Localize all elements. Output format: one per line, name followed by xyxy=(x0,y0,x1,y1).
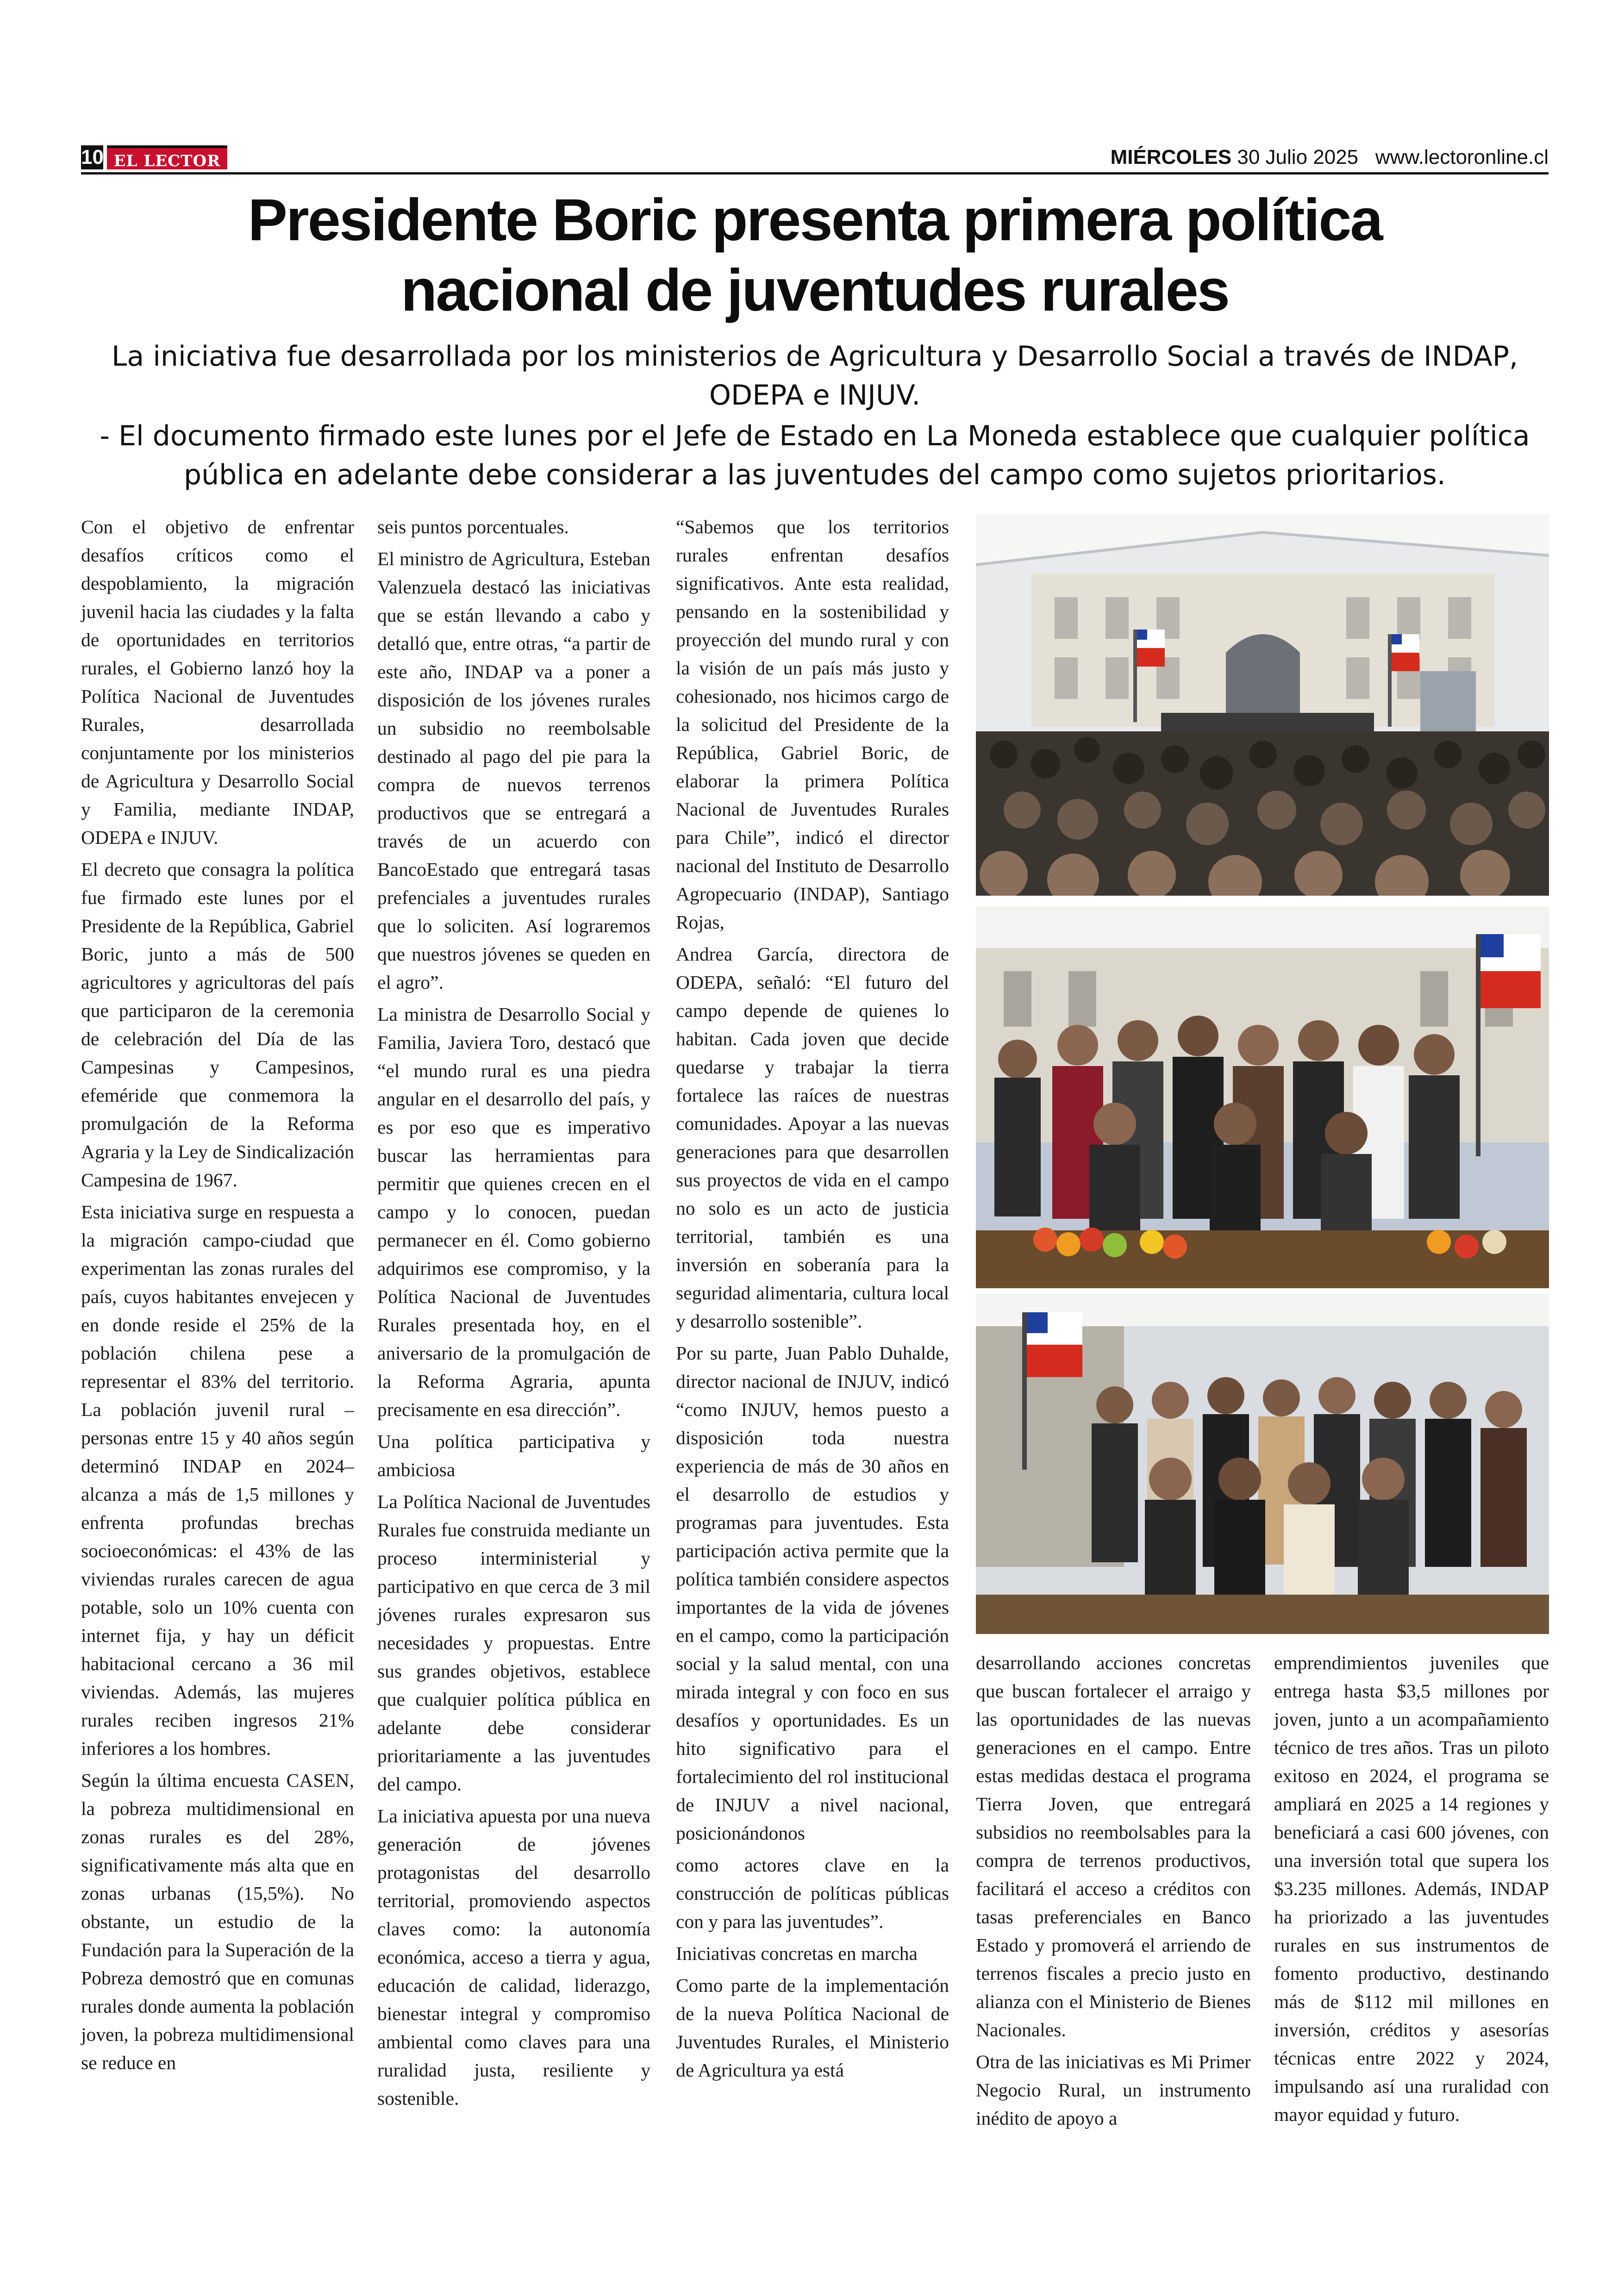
paragraph: emprendimientos juveniles que entrega hasta $3,5 millones por joven, junto a un acompañamiento técnico de tres años. Tras un piloto exitoso en 2024, el programa se ampliará en 2025 a 14 regiones y beneficiará a casi 600 jóvenes, con una inversión total que supera los $3.235 millones. Además, INDAP ha priorizado a las juventudes rurales en sus instrumentos de fomento productivo, destinando más de $112 mil millones en inversión, créditos y asesorías técnicas entre 2022 y 2024, impulsando así una ruralidad con mayor equidad y futuro. xyxy=(1274,1652,1549,2125)
paragraph: “Sabemos que los territorios rurales enfrentan desafíos significativos. Ante esta realidad, pensando en la sostenibilidad y proyección del mundo rural y con la visión de un país más justo y cohesionado, nos hicimos cargo de la solicitud del Presidente de la República, Gabriel Boric, de elaborar la primera Política Nacional de Juventudes Rurales para Chile”, indicó el director nacional del Instituto de Desarrollo Agropecuario (INDAP), Santiago Rojas, xyxy=(676,516,949,933)
paragraph: La iniciativa apuesta por una nueva generación de jóvenes protagonistas del desarrollo territorial, promoviendo aspectos claves como: la autonomía económica, acceso a tierra y agua, educación de calidad, liderazgo, bienestar integral y compromiso ambiental como claves para una ruralidad justa, resiliente y sostenible. xyxy=(377,1805,650,2109)
article-headline xyxy=(81,185,1549,326)
headline-line-2: nacional de juventudes rurales xyxy=(401,257,1229,324)
paragraph: seis puntos porcentuales. xyxy=(377,516,569,537)
headline-line-1: Presidente Boric presenta primera política xyxy=(248,187,1382,253)
paragraph: Según la última encuesta CASEN, la pobreza multidimensional en zonas rurales es del 28%, significativamente más alta que en zonas urbanas (15,5%). No obstante, un estudio de la Fundación para la Superación de la Pobreza demostró que en comunas rurales donde aumenta la población joven, la pobreza multidimensional se reduce en xyxy=(81,1770,354,2073)
paragraph: como actores clave en la construcción de políticas públicas con y para las juventudes”. xyxy=(676,1854,949,1932)
dateline xyxy=(1111,143,1549,171)
article-deck-1: La iniciativa fue desarrollada por los ministerios de Agricultura y Desarrollo Social a través de INDAP, ODEPA e INJUV. xyxy=(111,340,1518,412)
photo-ceremony xyxy=(976,514,1549,896)
article-column-2 xyxy=(377,513,650,2116)
paragraph: La ministra de Desarrollo Social y Familia, Javiera Toro, destacó que “el mundo rural es una piedra angular en el desarrollo del país, y es por eso que es imperativo buscar las herramientas para permitir que quienes crecen en el campo y lo conocen, puedan permanecer en él. Como gobierno adquirimos ese compromiso, y la Política Nacional de Juventudes Rurales presentada hoy, en el aniversario de la promulgación de la Reforma Agraria, apunta precisamente en esa dirección”. xyxy=(377,1004,650,1420)
article-column-5 xyxy=(1274,1649,1549,2133)
article-column-1 xyxy=(81,513,354,2081)
dateline-day: MIÉRCOLES xyxy=(1110,146,1232,168)
article-column-3 xyxy=(676,513,949,2088)
paragraph: El decreto que consagra la política fue firmado este lunes por el Presidente de la República, Gabriel Boric, junto a más de 500 agricultores y agricultoras del país que participaron de la ceremonia de celebración del Día de las Campesinas y Campesinos, efeméride que conmemora la promulgación de la Reforma Agraria y la Ley de Sindicalización Campesina de 1967. xyxy=(81,859,354,1191)
article-column-4 xyxy=(976,1649,1251,2136)
header-rule xyxy=(81,172,1549,175)
page-number: 10 xyxy=(81,146,104,168)
dateline-date: 30 Julio 2025 xyxy=(1237,146,1359,168)
article-deck-2: - El documento firmado este lunes por el Jefe de Estado en La Moneda establece que cualquier política pública en adelante debe considerar a las juventudes del campo como sujetos prioritarios. xyxy=(100,420,1530,491)
paragraph: Esta iniciativa surge en respuesta a la migración campo-ciudad que experimentan las zonas rurales del país, cuyos habitantes envejecen y en donde reside el 25% de la población chilena pese a representar el 83% del territorio. La población juvenil rural –personas entre 15 y 40 años según determinó INDAP en 2024– alcanza a más de 1,5 millones y enfrenta profundas brechas socioeconómicas: el 43% de las viviendas rurales carecen de agua potable, solo un 10% cuenta con internet fija, y hay un déficit habitacional cercano a 36 mil viviendas. Además, las mujeres rurales reciben ingresos 21% inferiores a los hombres. xyxy=(81,1201,354,1759)
paragraph: Por su parte, Juan Pablo Duhalde, director nacional de INJUV, indicó “como INJUV, hemos puesto a disposición toda nuestra experiencia de más de 30 años en el desarrollo de estudios y programas para juventudes. Esta participación activa permite que la política también considere aspectos importantes de la vida de jóvenes en el campo, como la participación social y la salud mental, con una mirada integral y con foco en sus desafíos y oportunidades. Es un hito significativo para el fortalecimiento del rol institucional de INJUV a nivel nacional, posicionándonos xyxy=(676,1342,949,1844)
paragraph: Andrea García, directora de ODEPA, señaló: “El futuro del campo depende de quienes lo habitan. Cada joven que decide quedarse y trabajar la tierra fortalece las raíces de nuestras comunidades. Apoyar a las nuevas generaciones para que desarrollen sus proyectos de vida en el campo no solo es un acto de justicia territorial, también es una inversión en soberanía para la seguridad alimentaria, cultura local y desarrollo sostenible”. xyxy=(676,943,949,1332)
masthead xyxy=(81,143,1549,171)
paragraph: desarrollando acciones concretas que buscan fortalecer el arraigo y las oportunidades de las nuevas generaciones en el campo. Entre estas medidas destaca el programa Tierra Joven, que entregará subsidios no reembolsables para la compra de terrenos productivos, facilitará el acceso a créditos con tasas preferenciales en Banco Estado y promoverá el arriendo de terrenos fiscales a precio justo en alianza con el Ministerio de Bienes Nacionales. xyxy=(976,1652,1251,2040)
paragraph: El ministro de Agricultura, Esteban Valenzuela destacó las iniciativas que se están llevando a cabo y detalló que, entre otras, “a partir de este año, INDAP va a poner a disposición de los jóvenes rurales un subsidio no reembolsable destinado al pago del pie para la compra de nuevos terrenos productivos que se entregará a través de un acuerdo con BancoEstado que entregará tasas prefenciales a juventudes rurales que lo soliciten. Así lograremos que nuestros jóvenes se queden en el agro”. xyxy=(377,548,650,993)
paragraph: Otra de las iniciativas es Mi Primer Negocio Rural, un instrumento inédito de apoyo a xyxy=(976,2051,1251,2129)
newspaper-logo: EL LECTOR xyxy=(107,145,227,169)
website-link[interactable]: www.lectoronline.cl xyxy=(1375,146,1549,168)
paragraph: Con el objetivo de enfrentar desafíos críticos como el despoblamiento, la migración juvenil hacia las ciudades y la falta de oportunidades en territorios rurales, el Gobierno lanzó hoy la Política Nacional de Juventudes Rurales, desarrollada conjuntamente por los ministerios de Agricultura y Desarrollo Social y Familia, mediante INDAP, ODEPA e INJUV. xyxy=(81,516,354,848)
photo-group-flag xyxy=(976,906,1549,1288)
paragraph: La Política Nacional de Juventudes Rurales fue construida mediante un proceso interministerial y participativo en que cerca de 3 mil jóvenes rurales expresaron sus necesidades y propuestas. Entre sus grandes objetivos, establece que cualquier política pública en adelante debe considerar prioritariamente a las juventudes del campo. xyxy=(377,1491,650,1795)
subheading: Una política participativa y ambiciosa xyxy=(377,1431,650,1480)
photo-youth-group xyxy=(976,1294,1549,1634)
subheading: Iniciativas concretas en marcha xyxy=(676,1943,918,1964)
paragraph: Como parte de la implementación de la nueva Política Nacional de Juventudes Rurales, el Ministerio de Agricultura ya está xyxy=(676,1975,949,2081)
